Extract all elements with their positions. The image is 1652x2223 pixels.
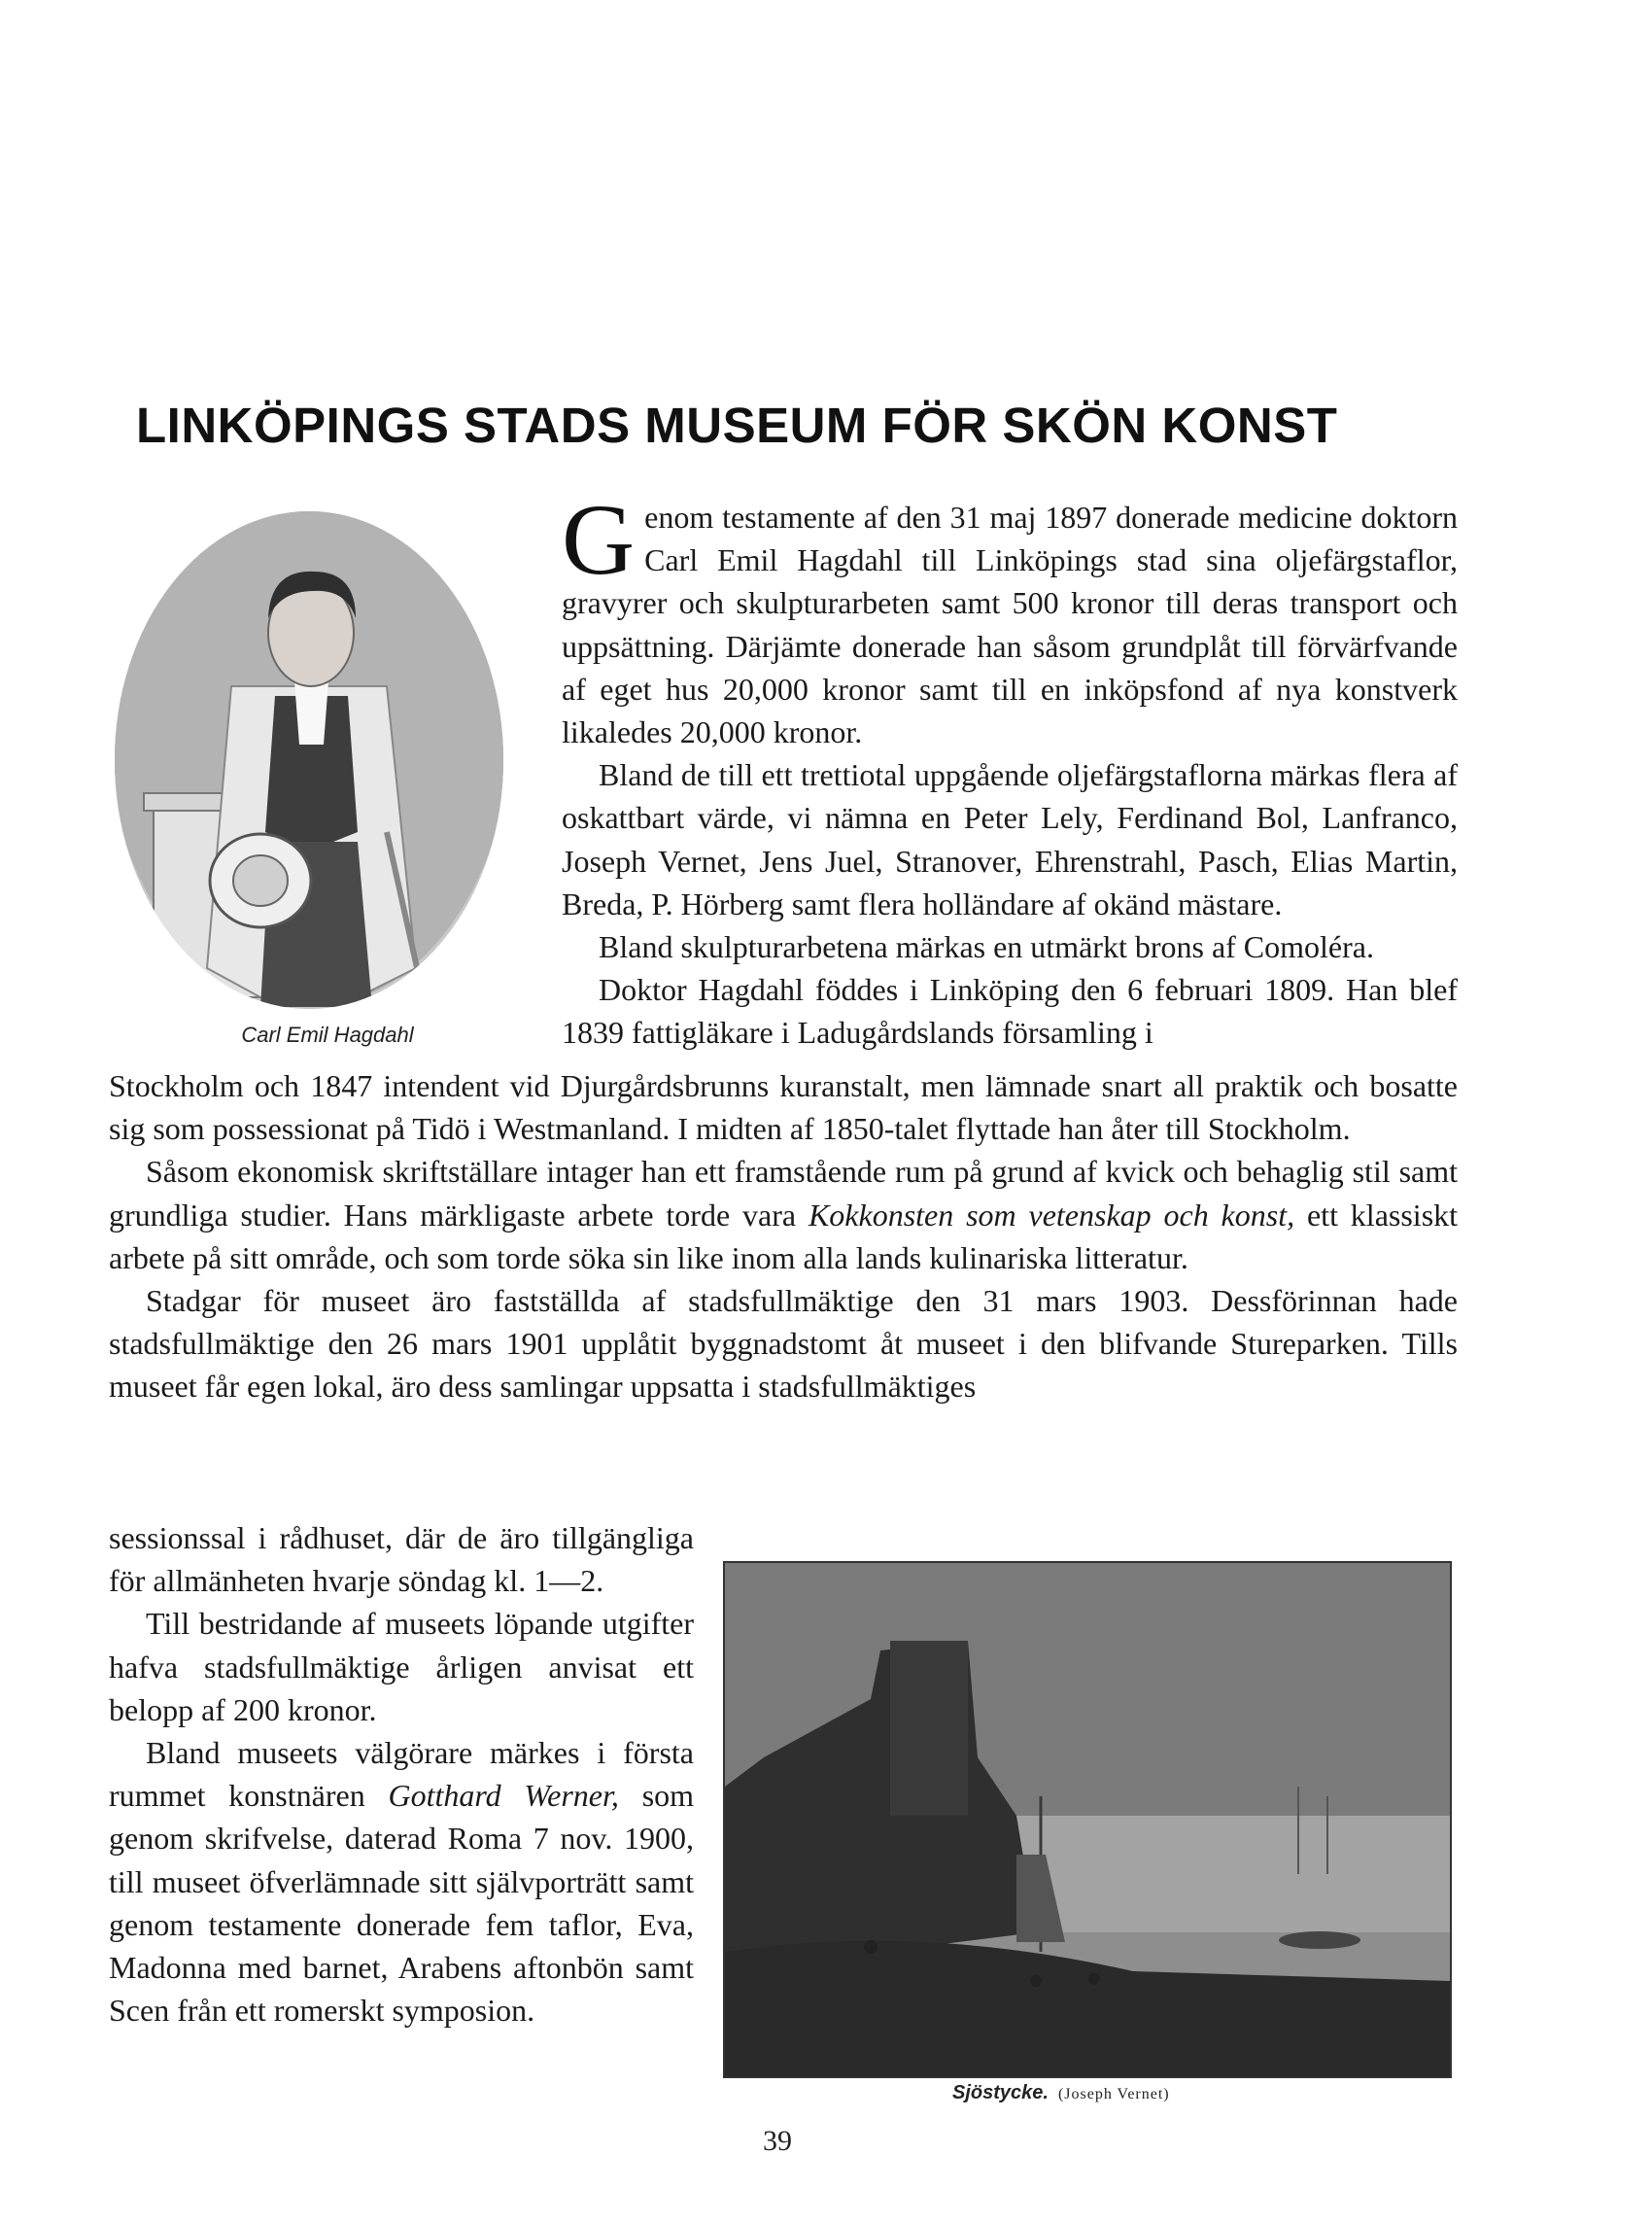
painting-caption-title: Sjöstycke. <box>952 2082 1049 2103</box>
painting-caption-artist: (Joseph Vernet) <box>1057 2086 1170 2102</box>
intro-text: enom testamente af den 31 maj 1897 donerade medicine doktorn Carl Emil Hagdahl till Linköpings stad sina oljefärgstaflor, gravyrer och skulpturarbeten samt 500 kronor till deras transport och uppsättning. Därjämte donerade han såsom grundplåt till förvärfvande af eget hus 20,000 kronor samt till en inköpsfond af nya konstverk likaledes 20,000 kronor. <box>562 500 1458 750</box>
main-column <box>109 1064 1458 1408</box>
intro-column <box>562 484 1458 1055</box>
drop-cap: G <box>562 484 636 596</box>
page-title: LINKÖPINGS STADS MUSEUM FÖR SKÖN KONST <box>136 398 1338 453</box>
paragraph-writings <box>109 1150 1458 1279</box>
paragraph-sculptures: Bland skulpturarbetena märkas en utmärkt brons af Comoléra. <box>599 929 1374 965</box>
paragraph-benefactors <box>109 1731 694 2032</box>
left-column <box>109 1516 694 2032</box>
portrait-engraving-icon <box>115 511 503 1009</box>
benefactors-text-post: som genom skrifvelse, daterad Roma 7 nov. 1900, till museet öfverlämnade sitt självporträtt samt genom testamente donerade fem taflor, Eva, Madonna med barnet, Arabens aftonbön samt Scen från ett romerskt symposion. <box>109 1778 695 2029</box>
book-title: Kokkonsten som vetenskap och konst, <box>808 1197 1295 1233</box>
paragraph-biography-cont: Stockholm och 1847 intendent vid Djurgårdsbrunns kuranstalt, men lämnade snart all praktik och bosatte sig som possessionat på Tidö i Westmanland. I midten af 1850-talet flyttade han åter till Stockholm. <box>109 1068 1458 1147</box>
painting-caption <box>952 2082 1360 2104</box>
artist-name: Gotthard Werner, <box>388 1778 619 1814</box>
writings-text-post: ett klassiskt arbete på sitt område, och som torde söka sin like inom alla lands kulinariska litteratur. <box>109 1197 1459 1275</box>
portrait-caption: Carl Emil Hagdahl <box>241 1023 414 1047</box>
page-number: 39 <box>763 2125 792 2157</box>
paragraph-funding: Till bestridande af museets löpande utgifter hafva stadsfullmäktige årligen anvisat ett belopp af 200 kronor. <box>109 1606 694 1727</box>
paragraph-statutes-cont: sessionssal i rådhuset, där de äro tillgängliga för allmänheten hvarje söndag kl. 1—2. <box>109 1520 694 1599</box>
painting-drawing <box>725 1563 1450 2076</box>
paragraph-statutes: Stadgar för museet äro fastställda af stadsfullmäktige den 31 mars 1903. Dessförinnan hade stadsfullmäktige den 26 mars 1901 upplåtit byggnadstomt åt museet i den blifvande Stureparken. Tills museet får egen lokal, äro dess samlingar uppsatta i stadsfullmäktiges <box>109 1283 1458 1405</box>
paragraph-biography-start: Doktor Hagdahl föddes i Linköping den 6 februari 1809. Han blef 1839 fattigläkare i Ladugårdslands församling i <box>562 972 1458 1051</box>
seascape-painting-icon <box>723 1561 1452 2078</box>
intro-paragraph <box>562 484 1458 753</box>
benefactors-text-pre: Bland museets välgörare märkes i första rummet konstnären <box>109 1735 694 1814</box>
portrait-drawing <box>115 511 503 1009</box>
paragraph-paintings: Bland de till ett trettiotal uppgående oljefärgstaflorna märkas flera af oskattbart värde, vi nämna en Peter Lely, Ferdinand Bol, Lanfranco, Joseph Vernet, Jens Juel, Stranover, Ehrenstrahl, Pasch, Elias Martin, Breda, P. Hörberg samt flera holländare af okänd mästare. <box>562 757 1458 921</box>
painting-figure <box>723 1561 1452 2078</box>
portrait-figure <box>115 511 503 1009</box>
writings-text-pre: Såsom ekonomisk skriftställare intager han ett framstående rum på grund af kvick och behaglig stil samt grundliga studier. Hans märkligaste arbete torde vara <box>109 1154 1458 1233</box>
